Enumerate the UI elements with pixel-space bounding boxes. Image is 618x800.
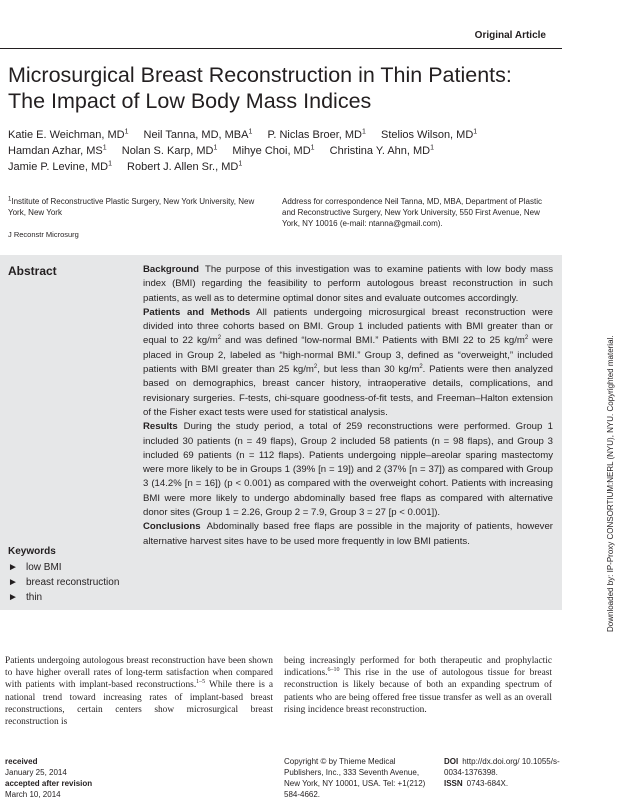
download-watermark: Downloaded by: IP-Proxy CONSORTIUM:NERL (NYU), NYU. Copyrighted material. [606,335,615,632]
keywords-list [8,560,119,605]
author-list [8,127,548,175]
keyword-item: ► thin [8,592,43,603]
author: P. Niclas Broer, $MD^1$ [267,128,366,141]
affiliation: $^1$Institute of Reconstructive Plastic Surgery, New York University, New York, New York [8,196,255,217]
abstract-body [143,263,553,549]
body-column-right: being increasingly performed for both therapeutic and prophylactic indications.$^{6-10}$ This rise in the use of autologous tissue for breast reconstruction is likely because of both an expanding spectrum of patients who are being offered free tissue transfer as well as an overall rising incidence breast reconstruction. [284,656,552,715]
arrow-icon: ► [8,577,18,588]
header-rule [0,48,562,49]
correspondence-address: Address for correspondence Neil Tanna, MD, MBA, Department of Plastic and Reconstructive Surgery, New York University, 550 First Avenue, New York, NY 10016 (e-mail: ntanna@gmail.com). [282,197,542,228]
abstract-results: Results During the study period, a total of 259 reconstructions were performed. Group 1 included 30 patients (n = 49 flaps), Group 2 included 58 patients (n = 98 flaps), and Group 3 included 69 patients (n = 112 flaps). Patients undergoing nipple–areolar sparing mastectomy were more likely to be in Groups 1 (39% [n = 19]) and 2 (37% [n = 37]) as compared with Group 3 (14.2% [n = 16]) (p < 0.001) as compared with the overweight cohort. Patients with increasing BMI were more likely to undergo abdominally based free flaps as compared with alternative donor sites (Group 1 = 2.26, Group 2 = 7.9, Group 3 = 27 [p < 0.001]). [143,421,553,519]
author: Mihye Choi, $MD^1$ [232,144,315,157]
author: Jamie P. Levine, $MD^1$ [8,160,112,173]
received-dates: received January 25, 2014 accepted after revision March 10, 2014 [5,757,93,799]
abstract-conclusions: Conclusions Abdominally based free flaps are possible in the majority of patients, however alternative harvest sites have to be used more frequently in low BMI patients. [143,521,553,547]
keyword-item: ► low BMI [8,562,62,573]
author: Stelios Wilson, $MD^1$ [380,128,478,141]
author: Christina Y. Ahn, $MD^1$ [329,144,435,157]
keywords-heading: Keywords [8,546,56,557]
author: Robert J. Allen Sr., $MD^1$ [127,160,243,173]
abstract-heading: Abstract [8,264,57,278]
journal-abbreviation: J Reconstr Microsurg [8,230,79,239]
keyword-item: ► breast reconstruction [8,577,120,588]
arrow-icon: ► [8,592,18,603]
author: Neil Tanna, MD, MBA$^1$ [143,128,253,141]
author: Nolan S. Karp, $MD^1$ [121,144,218,157]
author: Katie E. Weichman, $MD^1$ [8,128,129,141]
abstract-methods: Patients and Methods All patients undergoing microsurgical breast reconstruction were divided into three cohorts based on BMI. Group 1 included patients with BMI greater than or equal to 22 $kg/m^2$ and was defined “low-normal BMI.” Patients with BMI 22 to 25 $kg/m^2$ were placed in Group 2, labeled as “high-normal BMI.” Group 3, defined as “overweight,” included patients with BMI greater than 25 $kg/m^2$, but less than 30 $kg/m^2$. Patients were then analyzed based on demographics, breast cancer history, intraoperative details, complications, and revisionary surgeries. F-tests, chi-square goodness-of-fit tests, and Freeman–Halton extension of the Fisher exact tests were used for statistical analysis. [143,306,553,418]
copyright-notice: Copyright © by Thieme Medical Publishers, Inc., 333 Seventh Avenue, New York, NY 10001, USA. Tel: +1(212) 584-4662. [284,757,426,799]
author: Hamdan Azhar, $MS^1$ [8,144,107,157]
article-title: Microsurgical Breast Reconstruction in Thin Patients: The Impact of Low Body Mass Indices [8,63,512,113]
arrow-icon: ► [8,562,18,573]
body-column-left: Patients undergoing autologous breast reconstruction have been shown to have higher overall rates of long-term satisfaction when compared with patients with implant-based reconstructions.$^{1-5}$ While there is a national trend toward increasing rates of implant-based breast reconstructions, certain centers show microsurgical breast reconstruction is [5,656,273,728]
section-label: Original Article [474,30,546,41]
doi-issn: DOI http://dx.doi.org/ 10.1055/s-0034-1376398. ISSN 0743-684X. [444,757,560,788]
abstract-background: Background The purpose of this investigation was to examine patients with low body mass index (BMI) regarding the feasibility to perform autologous breast reconstruction in such patients, as well as to determine optimal donor sites and evaluate outcomes accordingly. [143,264,553,304]
